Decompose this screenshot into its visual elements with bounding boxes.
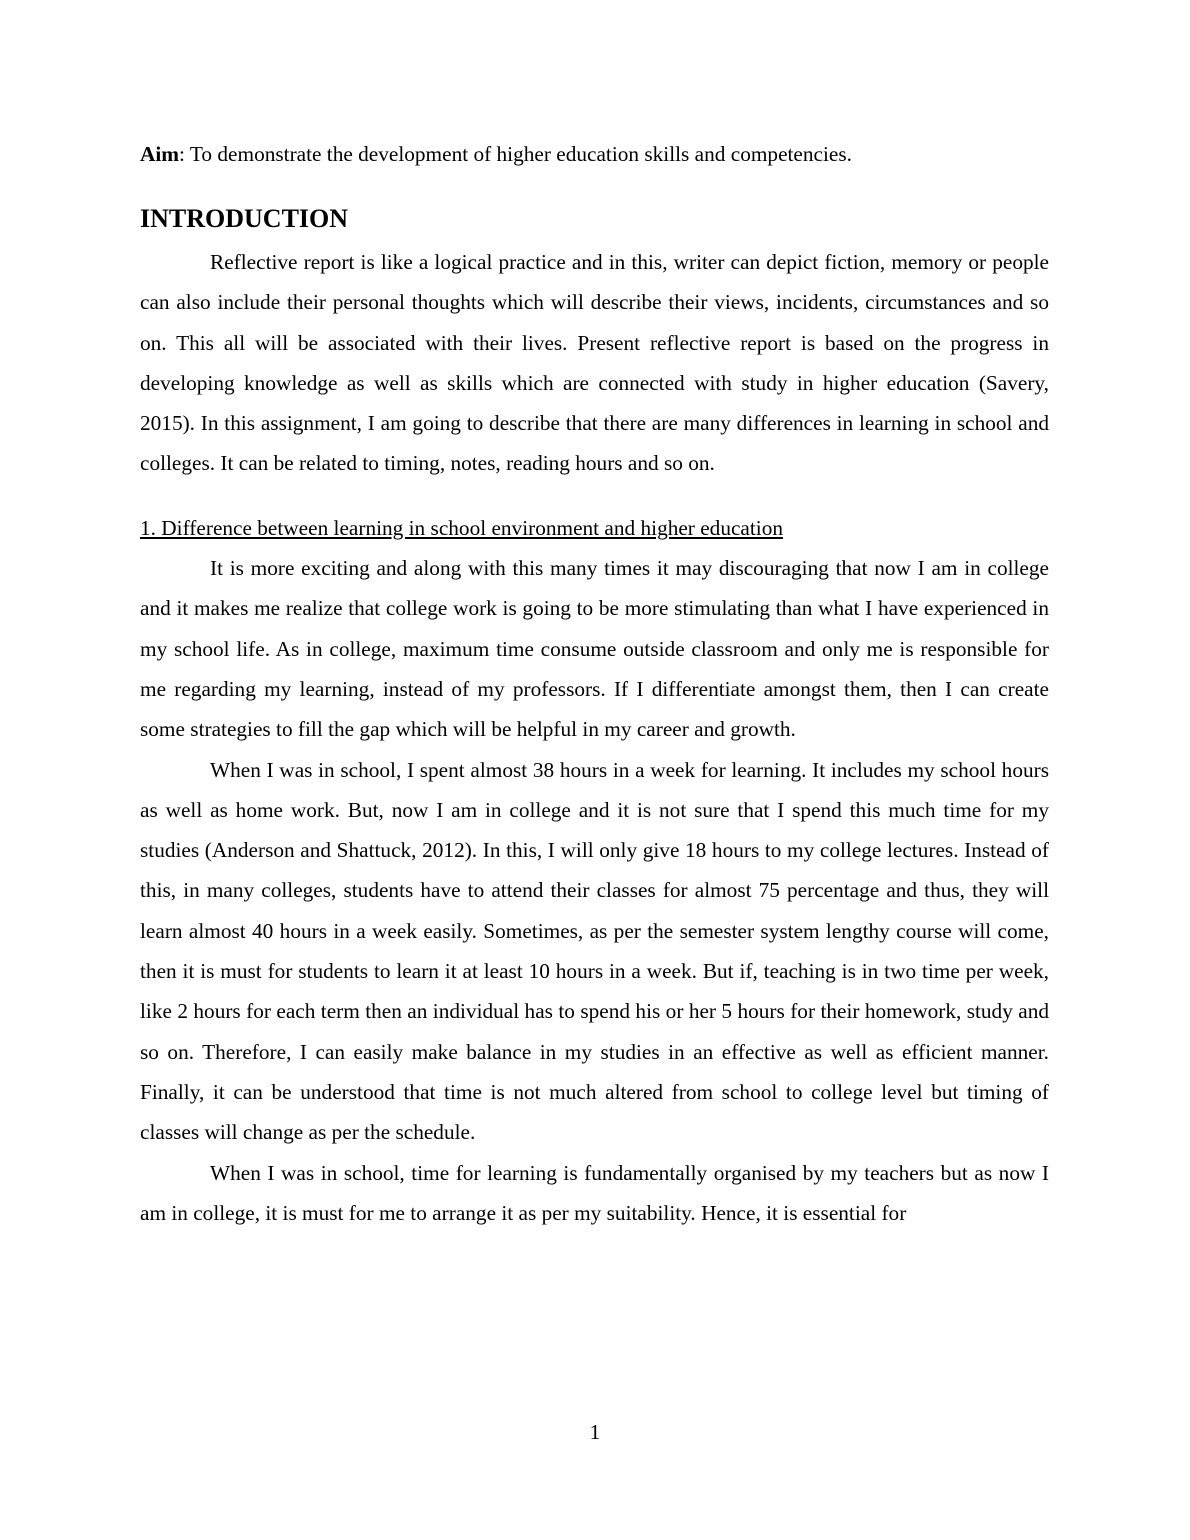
aim-label: Aim bbox=[140, 142, 180, 166]
introduction-heading: INTRODUCTION bbox=[140, 204, 349, 233]
page-number: 1 bbox=[589, 1420, 601, 1444]
aim-line bbox=[140, 136, 1049, 172]
section-1-title: 1. Difference between learning in school environment and higher education bbox=[140, 515, 784, 540]
section-1-paragraph-3: When I was in school, time for learning is fundamentally organised by my teachers but as now I am in college, it is must for me to arrange it as per my suitability. Hence, it is essential for bbox=[140, 1160, 1049, 1225]
aim-text: : To demonstrate the development of higher education skills and competencies. bbox=[179, 142, 852, 166]
page-content bbox=[140, 136, 1049, 1233]
section-1-paragraph-2: When I was in school, I spent almost 38 hours in a week for learning. It includes my school hours as well as home work. But, now I am in college and it is not sure that I spend this much time for my studies (Anderson and Shattuck, 2012). In this, I will only give 18 hours to my college lectures. Instead of this, in many colleges, students have to attend their classes for almost 75 percentage and thus, they will learn almost 40 hours in a week easily. Sometimes, as per the semester system lengthy course will come, then it is must for students to learn it at least 10 hours in a week. But if, teaching is in two time per week, like 2 hours for each term then an individual has to spend his or her 5 hours for their homework, study and so on. Therefore, I can easily make balance in my studies in an effective as well as efficient manner. Finally, it can be understood that time is not much altered from school to college level but timing of classes will change as per the schedule. bbox=[140, 757, 1049, 1145]
introduction-paragraph: Reflective report is like a logical practice and in this, writer can depict fiction, memory or people can also include their personal thoughts which will describe their views, incidents, circumstances and so on. This all will be associated with their lives. Present reflective report is based on the progress in developing knowledge as well as skills which are connected with study in higher education (Savery, 2015). In this assignment, I am going to describe that there are many differences in learning in school and colleges. It can be related to timing, notes, reading hours and so on. bbox=[140, 250, 1049, 476]
section-1-paragraph-1: It is more exciting and along with this many times it may discouraging that now I am in college and it makes me realize that college work is going to be more stimulating than what I have experienced in my school life. As in college, maximum time consume outside classroom and only me is responsible for me regarding my learning, instead of my professors. If I differentiate amongst them, then I can create some strategies to fill the gap which will be helpful in my career and growth. bbox=[140, 556, 1049, 742]
